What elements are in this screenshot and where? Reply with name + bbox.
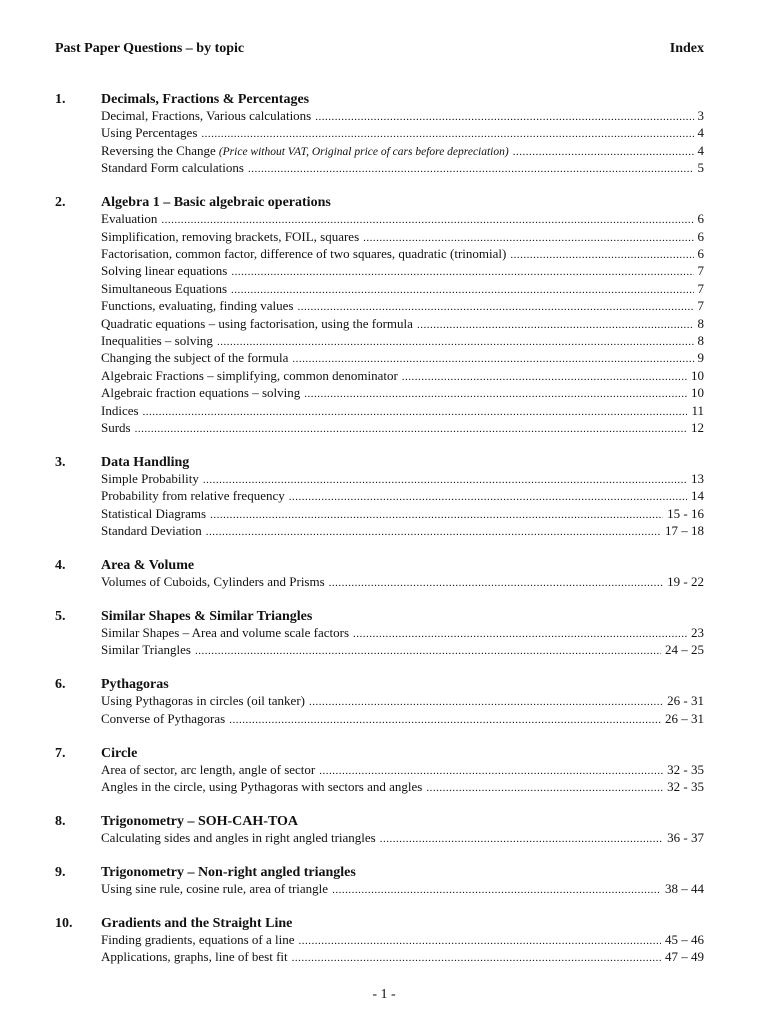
dot-leader [231,281,693,298]
dot-leader [135,420,687,437]
section-entries [101,574,704,591]
section-title: Data Handling [101,454,190,470]
entry-page-number: 12 [691,420,704,435]
toc-entry [101,385,704,402]
entry-title: Finding gradients, equations of a line [101,931,295,947]
entry-title: Using sine rule, cosine rule, area of triangle [101,880,329,896]
dot-leader [210,506,663,523]
entry-title: Probability from relative frequency [101,488,285,504]
entry-page-number: 11 [691,402,704,418]
entry-page-number: 23 [691,624,704,640]
section-heading [55,677,704,693]
entry-title: Solving linear equations [101,263,228,279]
toc-entry [101,488,704,505]
toc-entry [101,281,704,298]
dot-leader [417,316,694,333]
section-number: 4. [55,558,66,574]
entry-page-number: 7 [697,280,704,296]
toc-entry [101,420,704,437]
section-entries [101,108,704,178]
dot-leader [161,211,693,228]
section-number: 5. [55,608,66,624]
toc-section [55,677,704,728]
entry-title: Angles in the circle, using Pythagoras with sectors and angles [101,778,423,794]
entry-page-number: 4 [697,142,704,158]
section-title: Similar Shapes & Similar Triangles [101,608,313,624]
dot-leader [329,574,663,591]
dot-leader [380,830,663,847]
section-title: Circle [101,745,138,761]
toc-entry [101,229,704,246]
section-heading [55,455,704,471]
page-header [55,41,704,57]
entry-title: Standard Form calculations [101,160,244,176]
toc-entry [101,350,704,367]
toc-section [55,916,704,967]
dot-leader [353,625,687,642]
toc-section [55,195,704,437]
entry-title: Inequalities – solving [101,332,213,348]
table-of-contents [55,92,704,984]
section-title: Gradients and the Straight Line [101,915,293,931]
section-heading [55,865,704,881]
entry-title: Similar Shapes – Area and volume scale factors [101,624,350,640]
entry-note: (Price without VAT, Original price of cars before depreciation) [218,145,509,158]
entry-page-number: 32 - 35 [667,761,704,777]
entry-page-number: 3 [697,108,704,123]
entry-page-number: 24 – 25 [665,642,704,658]
entry-page-number: 38 – 44 [665,880,704,896]
entry-title: Quadratic equations – using factorisation, using the formula [101,315,413,331]
entry-page-number: 32 - 35 [667,778,704,794]
entry-page-number: 7 [697,263,704,279]
section-title: Trigonometry – Non-right angled triangles [101,864,356,880]
section-entries [101,881,704,898]
entry-title: Simple Probability [101,470,199,486]
dot-leader [203,471,687,488]
entry-page-number: 9 [697,350,704,366]
entry-title: Algebraic Fractions – simplifying, common denominator [101,367,398,383]
toc-entry [101,625,704,642]
section-number: 1. [55,92,66,107]
entry-title: Simplification, removing brackets, FOIL, squares [101,228,360,244]
entry-title: Using Percentages [101,125,198,141]
dot-leader [513,143,694,160]
dot-leader [292,949,661,966]
toc-entry [101,143,704,160]
entry-title: Surds [101,420,131,435]
dot-leader [297,298,693,315]
entry-page-number: 6 [697,245,704,261]
section-title: Area & Volume [101,558,195,574]
toc-entry [101,160,704,177]
entry-page-number: 6 [697,211,704,227]
entry-page-number: 10 [691,385,704,401]
dot-leader [248,160,694,177]
toc-entry [101,949,704,966]
entry-page-number: 14 [691,488,704,504]
dot-leader [304,385,687,402]
section-entries [101,625,704,660]
index-label: Index [669,41,704,56]
section-heading [55,746,704,762]
entry-page-number: 13 [691,470,704,486]
section-heading [55,92,704,108]
entry-title: Using Pythagoras in circles (oil tanker) [101,693,305,709]
section-number: 2. [55,195,66,211]
toc-section [55,865,704,898]
section-heading [55,814,704,830]
toc-entry [101,333,704,350]
entry-title: Factorisation, common factor, difference of two squares, quadratic (trinomial) [101,245,507,261]
dot-leader [195,642,661,659]
section-number: 8. [55,813,66,829]
dot-leader [206,523,661,540]
dot-leader [315,108,693,125]
section-entries [101,830,704,847]
toc-entry [101,316,704,333]
toc-entry [101,932,704,949]
entry-page-number: 6 [697,228,704,244]
section-number: 7. [55,745,66,761]
toc-entry [101,693,704,710]
entry-title: Standard Deviation [101,523,202,539]
toc-section [55,92,704,178]
toc-entry [101,523,704,540]
toc-section [55,814,704,847]
toc-entry [101,574,704,591]
dot-leader [309,693,663,710]
toc-entry [101,403,704,420]
dot-leader [332,881,661,898]
entry-title: Evaluation [101,211,158,227]
dot-leader [217,333,694,350]
entry-page-number: 36 - 37 [667,829,704,845]
entry-page-number: 17 – 18 [665,523,704,539]
entry-title: Converse of Pythagoras [101,710,226,726]
entry-title: Changing the subject of the formula [101,350,289,366]
section-entries [101,762,704,797]
entry-title: Similar Triangles [101,642,191,658]
entry-page-number: 45 – 46 [665,931,704,947]
dot-leader [231,263,693,280]
toc-entry [101,506,704,523]
entry-page-number: 10 [691,367,704,383]
section-entries [101,932,704,967]
section-title: Trigonometry – SOH-CAH-TOA [101,813,299,829]
toc-section [55,746,704,797]
toc-section [55,609,704,660]
entry-page-number: 5 [697,160,704,176]
entry-title: Algebraic fraction equations – solving [101,385,301,401]
entry-title: Area of sector, arc length, angle of sector [101,761,316,777]
section-number: 10. [55,915,73,931]
dot-leader [299,932,661,949]
section-title: Pythagoras [101,677,169,693]
section-heading [55,195,704,211]
dot-leader [402,368,687,385]
section-entries [101,471,704,541]
toc-entry [101,779,704,796]
entry-title: Applications, graphs, line of best fit [101,949,288,965]
dot-leader [292,350,693,367]
entry-title: Indices [101,402,139,418]
section-heading [55,609,704,625]
toc-section [55,558,704,591]
dot-leader [289,488,687,505]
entry-page-number: 8 [697,332,704,348]
entry-page-number: 15 - 16 [667,505,704,521]
toc-entry [101,211,704,228]
dot-leader [201,125,693,142]
entry-page-number: 8 [697,315,704,331]
entry-title: Calculating sides and angles in right angled triangles [101,829,376,845]
dot-leader [510,246,693,263]
toc-entry [101,263,704,280]
dot-leader [229,711,661,728]
section-heading [55,916,704,932]
dot-leader [426,779,663,796]
toc-entry [101,125,704,142]
dot-leader [143,403,688,420]
toc-entry [101,830,704,847]
entry-page-number: 26 – 31 [665,710,704,726]
toc-entry [101,762,704,779]
toc-entry [101,881,704,898]
entry-title: Statistical Diagrams [101,505,207,521]
dot-leader [363,229,693,246]
entry-page-number: 19 - 22 [667,574,704,590]
toc-entry [101,368,704,385]
entry-page-number: 26 - 31 [667,693,704,709]
entry-title: Reversing the Change [101,142,216,158]
entry-page-number: 47 – 49 [665,949,704,965]
section-number: 3. [55,454,66,470]
page-number: - 1 - [372,987,396,1002]
entry-page-number: 4 [697,125,704,141]
toc-entry [101,711,704,728]
section-title: Algebra 1 – Basic algebraic operations [101,195,331,211]
section-number: 6. [55,677,66,693]
entry-title: Functions, evaluating, finding values [101,298,294,314]
section-entries [101,693,704,728]
document-title: Past Paper Questions – by topic [55,41,245,56]
section-number: 9. [55,864,66,880]
section-heading [55,558,704,574]
toc-entry [101,471,704,488]
toc-entry [101,298,704,315]
entry-title: Simultaneous Equations [101,280,228,296]
entry-title: Decimal, Fractions, Various calculations [101,108,312,123]
dot-leader [319,762,663,779]
entry-title: Volumes of Cuboids, Cylinders and Prisms [101,574,325,590]
section-title: Decimals, Fractions & Percentages [101,92,310,107]
entry-page-number: 7 [697,298,704,314]
toc-entry [101,642,704,659]
toc-section [55,455,704,541]
section-entries [101,211,704,437]
toc-entry [101,246,704,263]
toc-entry [101,108,704,125]
